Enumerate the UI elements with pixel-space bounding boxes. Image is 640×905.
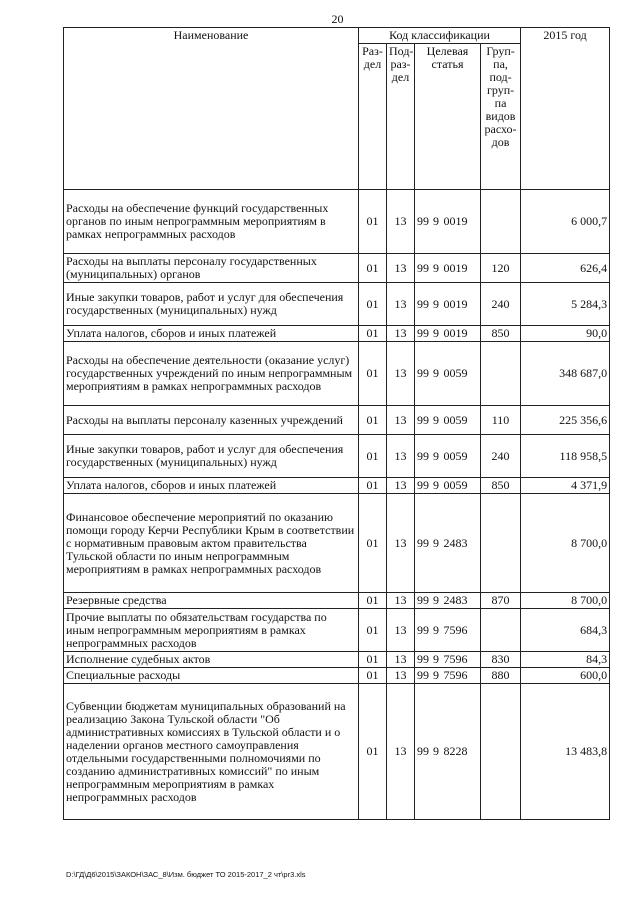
row-amount: 8 700,0 — [521, 494, 610, 593]
row-section-code: 01 — [359, 342, 387, 406]
table-row — [64, 609, 610, 652]
row-target-code-part2: 9 — [431, 478, 442, 494]
row-subsection-code: 13 — [387, 668, 415, 684]
row-target-code-part1: 99 — [415, 435, 431, 478]
row-subsection-code: 13 — [387, 406, 415, 435]
row-target-code-part3: 2483 — [442, 593, 481, 609]
row-target-code-part3: 0019 — [442, 283, 481, 326]
row-target-code-part2: 9 — [431, 684, 442, 820]
row-name: Исполнение судебных актов — [64, 652, 359, 668]
row-name: Прочие выплаты по обязательствам государства по иным непрограммным мероприятиям в рамках непрограммных расходов — [64, 609, 359, 652]
table-row — [64, 494, 610, 593]
row-name: Иные закупки товаров, работ и услуг для обеспечения государственных (муниципальных) нужд — [64, 435, 359, 478]
row-amount: 84,3 — [521, 652, 610, 668]
row-name: Субвенции бюджетам муниципальных образований на реализацию Закона Тульской области "Об административных комиссиях в Тульской области и о наделении органов местного самоуправления отдельными государственными полномочиями по созданию административных комиссий" по иным непрограммным мероприятиям в рамках непрограммных расходов — [64, 684, 359, 820]
row-subsection-code: 13 — [387, 254, 415, 283]
row-name: Специальные расходы — [64, 668, 359, 684]
row-target-code-part3: 7596 — [442, 652, 481, 668]
row-target-code-part2: 9 — [431, 652, 442, 668]
row-target-code-part2: 9 — [431, 593, 442, 609]
row-expense-type-code: 240 — [481, 435, 521, 478]
header-year: 2015 год — [521, 28, 610, 190]
row-target-code-part3: 7596 — [442, 668, 481, 684]
table-row — [64, 406, 610, 435]
row-subsection-code: 13 — [387, 283, 415, 326]
row-target-code-part2: 9 — [431, 342, 442, 406]
row-name: Расходы на обеспечение деятельности (оказание услуг) государственных учреждений по иным непрограммным мероприятиям в рамках непрограммных расходов — [64, 342, 359, 406]
header-expense-group: Груп- па, под- груп- па видов расхо- дов — [481, 44, 521, 190]
row-name: Расходы на выплаты персоналу казенных учреждений — [64, 406, 359, 435]
row-section-code: 01 — [359, 435, 387, 478]
row-target-code-part2: 9 — [431, 494, 442, 593]
row-target-code-part1: 99 — [415, 652, 431, 668]
row-section-code: 01 — [359, 283, 387, 326]
row-expense-type-code: 850 — [481, 326, 521, 342]
header-classification: Код классификации — [359, 28, 521, 44]
row-subsection-code: 13 — [387, 478, 415, 494]
row-target-code-part2: 9 — [431, 406, 442, 435]
table-row — [64, 684, 610, 820]
table-row — [64, 593, 610, 609]
row-expense-type-code: 870 — [481, 593, 521, 609]
row-target-code-part2: 9 — [431, 668, 442, 684]
row-name: Финансовое обеспечение мероприятий по оказанию помощи городу Керчи Республики Крым в соответствии с нормативным правовым актом правительства Тульской области по иным непрограммным мероприятиям в рамках непрограммных расходов — [64, 494, 359, 593]
row-expense-type-code: 110 — [481, 406, 521, 435]
row-amount: 225 356,6 — [521, 406, 610, 435]
table-row — [64, 254, 610, 283]
row-expense-type-code — [481, 342, 521, 406]
row-expense-type-code — [481, 494, 521, 593]
row-amount: 5 284,3 — [521, 283, 610, 326]
row-section-code: 01 — [359, 593, 387, 609]
row-subsection-code: 13 — [387, 609, 415, 652]
page-number: 20 — [331, 12, 344, 26]
row-amount: 13 483,8 — [521, 684, 610, 820]
row-subsection-code: 13 — [387, 342, 415, 406]
table-row — [64, 283, 610, 326]
row-section-code: 01 — [359, 668, 387, 684]
row-name: Уплата налогов, сборов и иных платежей — [64, 478, 359, 494]
row-target-code-part1: 99 — [415, 609, 431, 652]
row-target-code-part3: 0059 — [442, 478, 481, 494]
row-target-code-part1: 99 — [415, 406, 431, 435]
row-target-code-part1: 99 — [415, 190, 431, 254]
header-section: Раз- дел — [359, 44, 387, 190]
row-target-code-part3: 0019 — [442, 190, 481, 254]
row-expense-type-code: 880 — [481, 668, 521, 684]
budget-table — [63, 27, 610, 820]
footer-file-path: D:\ГД\Д6\2015\ЗАКОН\ЗАС_8\Изм. бюджет ТО 2015-2017_2 чт\pr3.xls — [66, 870, 306, 879]
row-section-code: 01 — [359, 684, 387, 820]
row-target-code-part3: 0019 — [442, 326, 481, 342]
row-subsection-code: 13 — [387, 494, 415, 593]
table-row — [64, 190, 610, 254]
row-target-code-part2: 9 — [431, 609, 442, 652]
row-target-code-part1: 99 — [415, 326, 431, 342]
row-expense-type-code: 850 — [481, 478, 521, 494]
row-section-code: 01 — [359, 254, 387, 283]
row-name: Иные закупки товаров, работ и услуг для обеспечения государственных (муниципальных) нужд — [64, 283, 359, 326]
row-subsection-code: 13 — [387, 684, 415, 820]
row-target-code-part3: 7596 — [442, 609, 481, 652]
row-target-code-part3: 0059 — [442, 435, 481, 478]
row-target-code-part2: 9 — [431, 435, 442, 478]
row-section-code: 01 — [359, 478, 387, 494]
row-amount: 8 700,0 — [521, 593, 610, 609]
table-row — [64, 342, 610, 406]
row-name: Уплата налогов, сборов и иных платежей — [64, 326, 359, 342]
row-expense-type-code: 830 — [481, 652, 521, 668]
row-target-code-part2: 9 — [431, 190, 442, 254]
table-row — [64, 435, 610, 478]
row-expense-type-code — [481, 684, 521, 820]
row-target-code-part1: 99 — [415, 494, 431, 593]
table-row — [64, 478, 610, 494]
row-section-code: 01 — [359, 190, 387, 254]
row-target-code-part2: 9 — [431, 326, 442, 342]
row-subsection-code: 13 — [387, 190, 415, 254]
row-target-code-part2: 9 — [431, 254, 442, 283]
row-expense-type-code: 120 — [481, 254, 521, 283]
row-name: Резервные средства — [64, 593, 359, 609]
row-expense-type-code: 240 — [481, 283, 521, 326]
row-amount: 348 687,0 — [521, 342, 610, 406]
row-target-code-part3: 8228 — [442, 684, 481, 820]
row-target-code-part3: 0019 — [442, 254, 481, 283]
row-amount: 600,0 — [521, 668, 610, 684]
row-section-code: 01 — [359, 652, 387, 668]
row-name: Расходы на обеспечение функций государственных органов по иным непрограммным мероприятиям в рамках непрограммных расходов — [64, 190, 359, 254]
row-expense-type-code — [481, 609, 521, 652]
row-target-code-part1: 99 — [415, 342, 431, 406]
row-subsection-code: 13 — [387, 593, 415, 609]
row-target-code-part3: 0059 — [442, 406, 481, 435]
row-name: Расходы на выплаты персоналу государственных (муниципальных) органов — [64, 254, 359, 283]
row-target-code-part1: 99 — [415, 254, 431, 283]
row-subsection-code: 13 — [387, 652, 415, 668]
row-target-code-part1: 99 — [415, 668, 431, 684]
row-target-code-part1: 99 — [415, 283, 431, 326]
header-subsection: Под- раз- дел — [387, 44, 415, 190]
row-expense-type-code — [481, 190, 521, 254]
row-target-code-part3: 0059 — [442, 342, 481, 406]
row-target-code-part1: 99 — [415, 478, 431, 494]
row-section-code: 01 — [359, 326, 387, 342]
header-target-article: Целевая статья — [415, 44, 481, 190]
table-row — [64, 326, 610, 342]
row-section-code: 01 — [359, 494, 387, 593]
row-target-code-part1: 99 — [415, 684, 431, 820]
row-amount: 684,3 — [521, 609, 610, 652]
table-row — [64, 652, 610, 668]
row-section-code: 01 — [359, 609, 387, 652]
row-target-code-part1: 99 — [415, 593, 431, 609]
row-amount: 4 371,9 — [521, 478, 610, 494]
header-name: Наименование — [64, 28, 359, 190]
row-amount: 6 000,7 — [521, 190, 610, 254]
row-amount: 118 958,5 — [521, 435, 610, 478]
row-target-code-part3: 2483 — [442, 494, 481, 593]
row-subsection-code: 13 — [387, 326, 415, 342]
row-amount: 626,4 — [521, 254, 610, 283]
row-target-code-part2: 9 — [431, 283, 442, 326]
row-amount: 90,0 — [521, 326, 610, 342]
row-section-code: 01 — [359, 406, 387, 435]
row-subsection-code: 13 — [387, 435, 415, 478]
table-row — [64, 668, 610, 684]
